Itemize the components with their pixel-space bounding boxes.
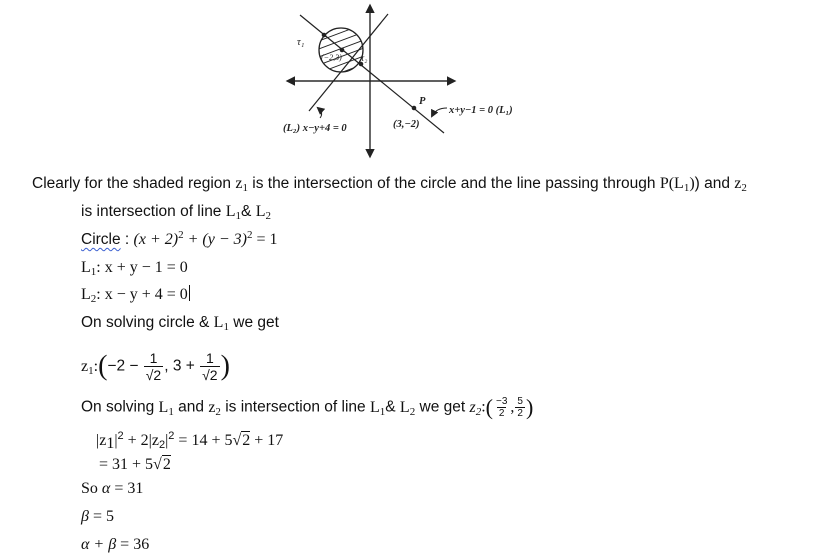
label-z2: τ₂ (361, 53, 368, 63)
l2-equation[interactable]: $L_2$: x − y + 4 = 0 (81, 286, 188, 305)
circle-equation: Circle : $(x + 2)^2 + (y - 3)^2 = 1$ (81, 229, 278, 248)
alpha-value: So α = 31 (81, 480, 144, 497)
p-l1-symbol: $P(L_1)$ (659, 175, 695, 194)
geometry-diagram (0, 0, 815, 165)
solve-l1-z2: On solving $L_1$ and $z_2$ is intersection of line $L_1\&$ $L_2$ we get $z_2$:( $\frac{-3}{2}$ , $\frac{5}{2}$ ) (81, 394, 534, 420)
z2-symbol: $z_2$ (734, 175, 747, 194)
label-center: (−2,3) (321, 53, 342, 62)
alpha-plus-beta: α + β = 36 (81, 536, 150, 553)
l1-equation: $L_1$: x + y − 1 = 0 (81, 259, 188, 278)
text-cursor (189, 285, 190, 301)
explanation-line-1: Clearly for the shaded region $z_1$ is the intersection of the circle and the line passing through $P(L_1)$) and $z_2$ (32, 175, 747, 194)
pointer-arrow-l1 (432, 108, 447, 116)
beta-value: β = 5 (81, 508, 114, 525)
label-l1-equation: x+y−1 = 0 (L₁) (449, 105, 513, 116)
line-l2 (309, 14, 388, 111)
label-p-coords: (3,−2) (393, 119, 420, 130)
explanation-line-2: is intersection of line $L_1\&$ $L_2$ (81, 203, 271, 222)
z1-result: $z_1:(-2$ − $\frac{1}{√2}$ , 3 + $\frac{1}{√2}$ ) (81, 350, 230, 383)
label-p: P (419, 96, 426, 107)
z1-symbol: $z_1$ (235, 175, 248, 194)
solve-circle-l1: On solving circle & $L_1$ we get (81, 314, 279, 333)
point-z1 (322, 33, 327, 38)
shaded-region (300, 2, 380, 88)
label-z1: τ₁ (297, 37, 305, 48)
point-center (340, 48, 345, 53)
point-p (412, 106, 417, 111)
pointer-arrow-l2 (318, 108, 322, 118)
calculation-line-2: = 31 + 5√2 (99, 456, 171, 473)
circle-label: Circle (81, 231, 121, 248)
label-l2-equation: (L₂) x−y+4 = 0 (283, 123, 347, 134)
calculation-line-1: $|z_1|^2 + 2|z_2|^2 = 14 + 5√2 + 17$ (96, 430, 284, 452)
